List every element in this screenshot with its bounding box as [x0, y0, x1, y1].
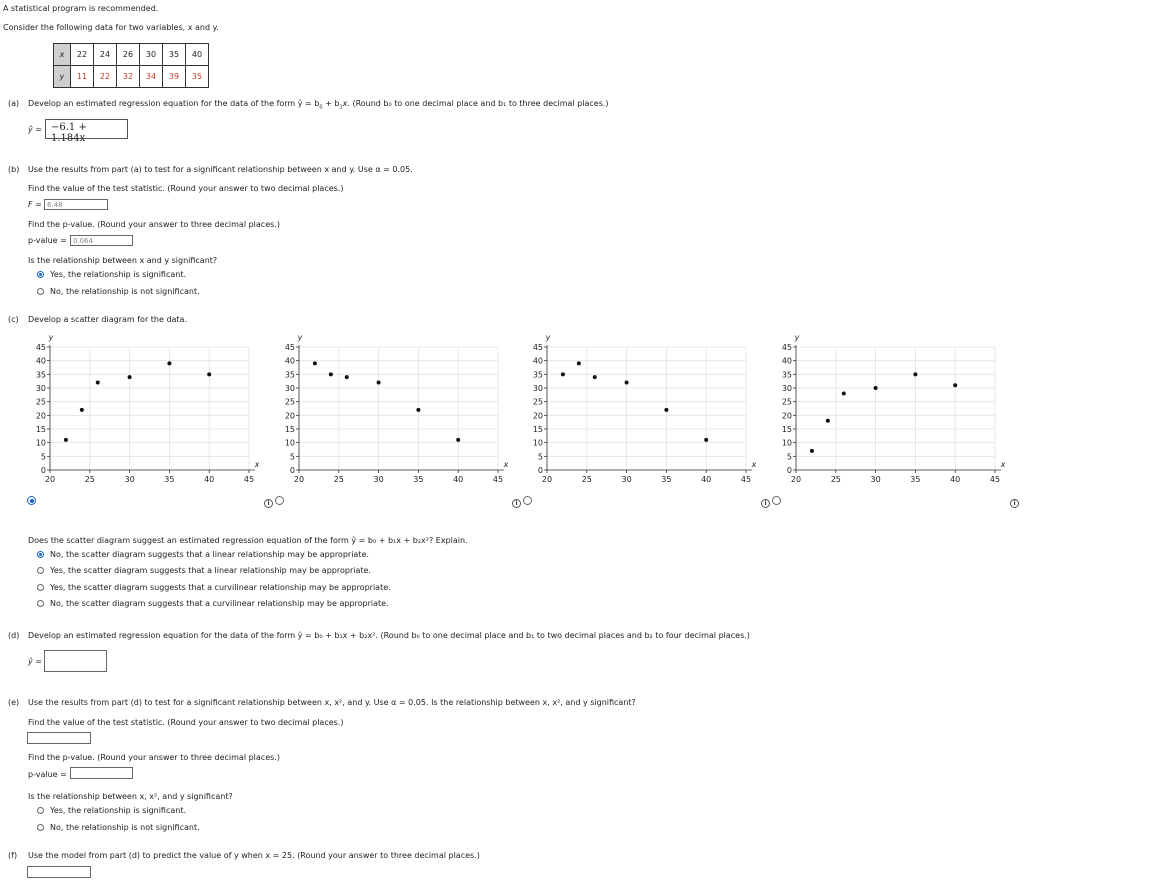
data-point: [207, 372, 211, 376]
y-tick-label: 25: [284, 397, 295, 407]
scatter-plot-2-radio[interactable]: [275, 496, 284, 505]
y-tick-label: 40: [35, 356, 46, 366]
y-tick-label: 30: [781, 384, 792, 393]
y-tick-label: 10: [532, 438, 543, 448]
x-tick-label: 30: [373, 475, 384, 484]
part-a-prompt: Develop an estimated regression equation for the data of the form ŷ = $b_0 + b_1x$. (Round b₀ to one decimal place and b₁ to three decimal places.): [28, 99, 609, 111]
y-tick-label: 35: [35, 370, 46, 380]
y-tick-label: 0: [537, 466, 543, 475]
table-cell: 11: [71, 66, 94, 88]
x-tick-label: 35: [910, 475, 921, 484]
y-tick-label: 30: [532, 384, 543, 393]
table-cell: 26: [117, 44, 140, 66]
y-tick-label: 15: [284, 425, 295, 434]
x-tick-label: 45: [740, 475, 752, 484]
part-b-stat-prompt: Find the value of the test statistic. (Round your answer to two decimal places.): [28, 184, 344, 193]
part-a-yhat: ŷ =: [28, 125, 42, 134]
part-e-sig-question: Is the relationship between x, x², and y significant?: [28, 792, 233, 801]
data-point: [313, 361, 317, 365]
part-b-radio-yes[interactable]: [37, 271, 44, 278]
y-tick-label: 0: [786, 466, 792, 475]
y-tick-label: 20: [781, 411, 792, 421]
data-point: [377, 381, 381, 385]
part-c-label: (c): [8, 315, 19, 324]
data-point: [577, 361, 581, 365]
part-e-option-yes: Yes, the relationship is significant.: [50, 806, 187, 815]
data-point: [953, 383, 957, 387]
scatter-plot-3: [519, 330, 769, 490]
y-tick-label: 5: [786, 452, 792, 462]
data-point: [329, 372, 333, 376]
data-point: [345, 375, 349, 379]
data-point: [561, 372, 565, 376]
info-icon[interactable]: i: [761, 499, 770, 508]
data-point: [593, 375, 597, 379]
table-cell: 22: [94, 66, 117, 88]
x-tick-label: 40: [453, 475, 464, 484]
x-tick-label: 20: [293, 475, 305, 484]
data-point: [842, 391, 846, 395]
part-e-p-field[interactable]: [70, 767, 133, 779]
part-b-prompt: Use the results from part (a) to test for a significant relationship between x and y. Use α = 0.05.: [28, 165, 413, 174]
data-point: [826, 419, 830, 423]
part-a-label: (a): [8, 99, 20, 108]
p-value-field[interactable]: 0.064: [70, 235, 133, 246]
data-point: [874, 386, 878, 390]
part-e-prompt: Use the results from part (d) to test for a significant relationship between x, x², and y. Use α = 0.05. Is the relationship between x, x², and y significant?: [28, 698, 636, 707]
part-b-option-no: No, the relationship is not significant.: [50, 287, 200, 296]
x-tick-label: 25: [333, 475, 344, 484]
x-tick-label: 45: [243, 475, 255, 484]
table-header-x: x: [54, 44, 71, 66]
table-cell: 35: [163, 44, 186, 66]
part-b-p-label: p-value =: [28, 236, 67, 245]
scatter-plot-4: [768, 330, 1018, 490]
data-point: [96, 381, 100, 385]
part-b-p-prompt: Find the p-value. (Round your answer to three decimal places.): [28, 220, 280, 229]
part-f-label: (f): [8, 851, 18, 860]
x-tick-label: 35: [413, 475, 424, 484]
data-point: [128, 375, 132, 379]
intro-line-1: A statistical program is recommended.: [3, 4, 159, 13]
data-point: [704, 438, 708, 442]
y-tick-label: 10: [35, 438, 46, 448]
y-tick-label: 0: [40, 466, 46, 475]
table-cell: 34: [140, 66, 163, 88]
y-axis-label: y: [545, 333, 551, 342]
part-d-prompt: Develop an estimated regression equation for the data of the form ŷ = b₀ + b₁x + b₂x². (Round b₀ to one decimal place and b₁ to two decimal places and b₂ to four decimal places.): [28, 631, 750, 640]
part-a-answer-field[interactable]: −6.1 + 1.184x: [45, 119, 128, 139]
y-tick-label: 10: [781, 438, 792, 448]
intro-line-2: Consider the following data for two variables, x and y.: [3, 23, 219, 32]
data-point: [456, 438, 460, 442]
x-tick-label: 20: [44, 475, 56, 484]
x-axis-label: x: [254, 460, 260, 469]
x-tick-label: 30: [621, 475, 632, 484]
y-tick-label: 10: [284, 438, 295, 448]
x-tick-label: 35: [661, 475, 672, 484]
data-point: [416, 408, 420, 412]
y-tick-label: 15: [35, 425, 46, 434]
x-tick-label: 45: [492, 475, 504, 484]
y-tick-label: 5: [289, 452, 295, 462]
y-tick-label: 5: [537, 452, 543, 462]
table-cell: 24: [94, 44, 117, 66]
table-cell: 40: [186, 44, 209, 66]
x-tick-label: 45: [989, 475, 1001, 484]
part-c-option-1: No, the scatter diagram suggests that a linear relationship may be appropriate.: [50, 550, 369, 559]
scatter-plot-4-radio[interactable]: [772, 496, 781, 505]
y-tick-label: 20: [532, 411, 543, 421]
y-tick-label: 35: [781, 370, 792, 380]
y-tick-label: 25: [532, 397, 543, 407]
scatter-plot-1: [22, 330, 272, 490]
x-tick-label: 40: [204, 475, 215, 484]
y-tick-label: 15: [532, 425, 543, 434]
scatter-plot-2: [271, 330, 521, 490]
table-cell: 39: [163, 66, 186, 88]
y-tick-label: 20: [284, 411, 295, 421]
table-row-x: [54, 44, 209, 66]
part-e-stat-field[interactable]: [27, 732, 91, 744]
y-tick-label: 40: [284, 356, 295, 366]
part-b-label: (b): [8, 165, 20, 174]
data-point: [167, 361, 171, 365]
x-tick-label: 25: [581, 475, 592, 484]
y-tick-label: 25: [781, 397, 792, 407]
y-tick-label: 30: [35, 384, 46, 393]
part-b-sig-question: Is the relationship between x and y significant?: [28, 256, 218, 265]
part-f-prompt: Use the model from part (d) to predict the value of y when x = 25. (Round your answer to three decimal places.): [28, 851, 480, 860]
part-e-label: (e): [8, 698, 20, 707]
part-d-answer-field[interactable]: [44, 650, 107, 672]
part-d-yhat: ŷ =: [28, 657, 42, 666]
part-e-p-prompt: Find the p-value. (Round your answer to three decimal places.): [28, 753, 280, 762]
x-tick-label: 40: [701, 475, 712, 484]
y-axis-label: y: [794, 333, 800, 342]
table-cell: 30: [140, 44, 163, 66]
part-b-stat-label: F =: [28, 200, 42, 209]
y-tick-label: 20: [35, 411, 46, 421]
x-tick-label: 40: [950, 475, 961, 484]
part-b-option-yes: Yes, the relationship is significant.: [50, 270, 187, 279]
scatter-plot-3-radio[interactable]: [523, 496, 532, 505]
part-c-radio-3[interactable]: [37, 584, 44, 591]
part-c-radio-2[interactable]: [37, 567, 44, 574]
data-point: [80, 408, 84, 412]
y-tick-label: 5: [40, 452, 46, 462]
part-e-p-label: p-value =: [28, 770, 67, 779]
y-tick-label: 35: [532, 370, 543, 380]
y-tick-label: 45: [284, 343, 295, 352]
x-axis-label: x: [503, 460, 509, 469]
y-tick-label: 25: [35, 397, 46, 407]
part-c-radio-4[interactable]: [37, 600, 44, 607]
table-cell: 35: [186, 66, 209, 88]
part-c-option-3: Yes, the scatter diagram suggests that a curvilinear relationship may be appropriate.: [50, 583, 391, 592]
part-e-radio-yes[interactable]: [37, 807, 44, 814]
table-cell: 22: [71, 44, 94, 66]
table-cell: 32: [117, 66, 140, 88]
data-point: [64, 438, 68, 442]
y-tick-label: 0: [289, 466, 295, 475]
part-e-stat-prompt: Find the value of the test statistic. (Round your answer to two decimal places.): [28, 718, 344, 727]
info-icon[interactable]: i: [512, 499, 521, 508]
data-table: [53, 43, 209, 88]
y-tick-label: 45: [532, 343, 543, 352]
part-c-prompt: Develop a scatter diagram for the data.: [28, 315, 188, 324]
x-tick-label: 25: [84, 475, 95, 484]
part-f-answer-field[interactable]: [27, 866, 91, 878]
part-c-option-4: No, the scatter diagram suggests that a curvilinear relationship may be appropriate.: [50, 599, 389, 608]
data-point: [625, 381, 629, 385]
part-c-radio-1[interactable]: [37, 551, 44, 558]
data-point: [664, 408, 668, 412]
y-tick-label: 15: [781, 425, 792, 434]
part-c-question: Does the scatter diagram suggest an estimated regression equation of the form ŷ = b₀ + b₁x + b₂x²? Explain.: [28, 536, 468, 545]
part-b-radio-no[interactable]: [37, 288, 44, 295]
x-axis-label: x: [1000, 460, 1006, 469]
table-row-y: [54, 66, 209, 88]
y-tick-label: 45: [35, 343, 46, 352]
y-axis-label: y: [297, 333, 303, 342]
part-c-option-2: Yes, the scatter diagram suggests that a linear relationship may be appropriate.: [50, 566, 371, 575]
x-tick-label: 35: [164, 475, 175, 484]
f-statistic-field[interactable]: 6.48: [44, 199, 108, 210]
y-tick-label: 35: [284, 370, 295, 380]
x-tick-label: 20: [790, 475, 802, 484]
y-tick-label: 30: [284, 384, 295, 393]
y-tick-label: 45: [781, 343, 792, 352]
part-e-radio-no[interactable]: [37, 824, 44, 831]
info-icon[interactable]: i: [1010, 499, 1019, 508]
x-tick-label: 25: [830, 475, 841, 484]
part-e-option-no: No, the relationship is not significant.: [50, 823, 200, 832]
data-point: [810, 449, 814, 453]
info-icon[interactable]: i: [264, 499, 273, 508]
y-axis-label: y: [48, 333, 54, 342]
y-tick-label: 40: [781, 356, 792, 366]
scatter-plot-1-radio[interactable]: [27, 496, 36, 505]
x-axis-label: x: [751, 460, 757, 469]
table-header-y: y: [54, 66, 71, 88]
x-tick-label: 30: [870, 475, 881, 484]
x-tick-label: 20: [541, 475, 553, 484]
part-d-label: (d): [8, 631, 20, 640]
x-tick-label: 30: [124, 475, 135, 484]
y-tick-label: 40: [532, 356, 543, 366]
data-point: [913, 372, 917, 376]
